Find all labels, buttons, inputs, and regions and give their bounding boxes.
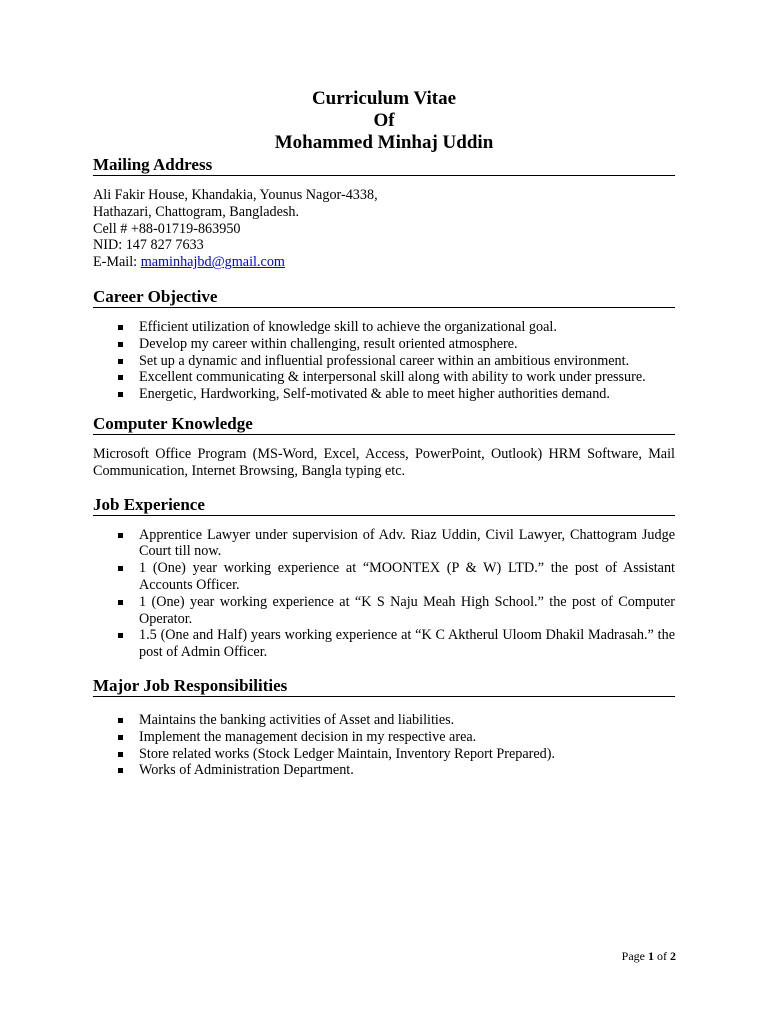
bullet-icon [118, 600, 123, 605]
experience-item-text: 1 (One) year working experience at “MOONTEX (P & W) LTD.” the post of Assistant Accounts Officer. [139, 560, 675, 593]
bullet-icon [118, 768, 123, 773]
bullet-icon [118, 735, 123, 740]
bullet-icon [118, 633, 123, 638]
bullet-icon [118, 359, 123, 364]
experience-item [93, 627, 675, 661]
career-item [93, 353, 675, 370]
computer-text: Microsoft Office Program (MS-Word, Excel, Access, PowerPoint, Outlook) HRM Software, Mail Communication, Internet Browsing, Bangla typing etc. [93, 445, 675, 479]
computer-heading: Computer Knowledge [93, 414, 675, 435]
career-item-text: Excellent communicating & interpersonal skill along with ability to work under pressure. [139, 369, 646, 386]
career-item-text: Develop my career within challenging, result oriented atmosphere. [139, 335, 518, 352]
nid-number: NID: 147 827 7633 [93, 237, 204, 254]
career-item-text: Set up a dynamic and influential professional career within an ambitious environment. [139, 352, 630, 369]
experience-item [93, 560, 675, 594]
mailing-heading: Mailing Address [93, 155, 675, 176]
page-word: Page [621, 949, 645, 963]
current-page-number: 1 [648, 949, 654, 963]
career-heading: Career Objective [93, 287, 675, 308]
email-label: E-Mail: [93, 254, 141, 271]
career-item [93, 369, 675, 386]
responsibility-item-text: Implement the management decision in my respective area. [139, 728, 477, 745]
responsibilities-heading: Major Job Responsibilities [93, 676, 675, 697]
responsibility-item [93, 712, 675, 729]
responsibility-item [93, 729, 675, 746]
cv-title-name: Mohammed Minhaj Uddin [274, 132, 494, 153]
bullet-icon [118, 342, 123, 347]
bullet-icon [118, 752, 123, 757]
responsibility-item-text: Works of Administration Department. [139, 762, 354, 779]
responsibility-item [93, 746, 675, 763]
career-item [93, 386, 675, 403]
career-list [93, 319, 675, 403]
responsibility-item-text: Store related works (Stock Ledger Maintain, Inventory Report Prepared). [139, 745, 556, 762]
of-word: of [657, 949, 667, 963]
experience-heading: Job Experience [93, 495, 675, 516]
responsibilities-section [93, 676, 675, 779]
career-item-text: Energetic, Hardworking, Self-motivated & able to meet higher authorities demand. [139, 386, 610, 403]
bullet-icon [118, 375, 123, 380]
email-link[interactable]: maminhajbd@gmail.com [140, 254, 285, 271]
bullet-icon [118, 718, 123, 723]
cv-title-line2: Of [373, 110, 395, 131]
experience-list [93, 527, 675, 661]
experience-item-text: Apprentice Lawyer under supervision of Adv. Riaz Uddin, Civil Lawyer, Chattogram Judge Court till now. [139, 526, 675, 560]
mailing-body [93, 187, 675, 271]
bullet-icon [118, 392, 123, 397]
email-line [93, 254, 675, 271]
page-number-footer [600, 948, 676, 964]
experience-item [93, 527, 675, 561]
career-item [93, 319, 675, 336]
address-line-1: Ali Fakir House, Khandakia, Younus Nagor-4338, [93, 187, 378, 203]
cell-number: Cell # +88-01719-863950 [93, 220, 241, 237]
cv-title-line1: Curriculum Vitae [311, 88, 457, 109]
bullet-icon [118, 533, 123, 538]
computer-section [93, 414, 675, 480]
address-line-2: Hathazari, Chattogram, Bangladesh. [93, 203, 300, 220]
responsibility-item-text: Maintains the banking activities of Asset and liabilities. [139, 711, 455, 728]
career-item [93, 336, 675, 353]
responsibilities-list [93, 712, 675, 779]
career-section [93, 287, 675, 403]
total-page-number: 2 [670, 949, 676, 963]
responsibility-item [93, 762, 675, 779]
experience-item [93, 594, 675, 628]
bullet-icon [118, 325, 123, 330]
bullet-icon [118, 566, 123, 571]
cv-page [93, 88, 675, 779]
mailing-section [93, 155, 675, 271]
experience-section [93, 495, 675, 661]
career-item-text: Efficient utilization of knowledge skill to achieve the organizational goal. [139, 318, 557, 335]
experience-item-text: 1 (One) year working experience at “K S Naju Meah High School.” the post of Computer Operator. [139, 593, 675, 627]
experience-item-text: 1.5 (One and Half) years working experience at “K C Aktherul Uloom Dhakil Madrasah.” the post of Admin Officer. [139, 627, 675, 661]
